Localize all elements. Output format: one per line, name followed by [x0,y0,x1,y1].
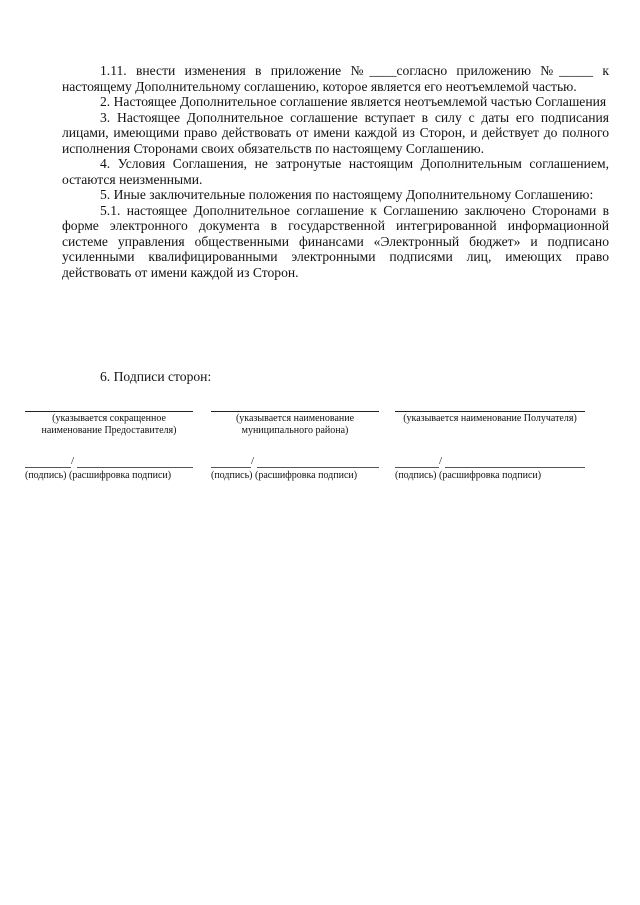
paragraph-2: 2. Настоящее Дополнительное соглашение является неотъемлемой частью Соглашения [100,94,607,109]
signature-decoding-line [257,467,379,468]
party-caption-recipient: (указывается наименование Получателя) [403,413,577,424]
document-body [62,63,609,280]
party-name-line [211,411,379,412]
paragraph-3: 3. Настоящее Дополнительное соглашение вступает в силу с даты его подписания лицами, имеющими право действовать от имени каждой из Сторон, и действует до полного исполнения Сторонами своих обязательств по настоящему Соглашению. [62,109,609,156]
signature-slash: / [439,455,443,467]
party-name-line [25,411,193,412]
paragraph-5: 5. Иные заключительные положения по настоящему Дополнительному Соглашению: [100,187,594,202]
signature-line [25,467,71,468]
party-caption-provider: (указывается сокращенное наименование Предоставителя) [41,413,177,436]
signature-party-provider [25,411,193,437]
signatures-heading: 6. Подписи сторон: [100,369,212,384]
paragraph-1-11: 1.11. внести изменения в приложение №____согласно приложению №_____ к настоящему Дополнительному соглашению, которое является его неотъемлемой частью. [62,63,609,94]
signature-slash: / [251,455,255,467]
party-name-line [395,411,585,412]
signature-slash: / [71,455,75,467]
paragraph-4: 4. Условия Соглашения, не затронутые настоящим Дополнительным соглашением, остаются неизменными. [62,156,609,187]
signature-party-district [211,411,379,437]
signature-decoding-line [445,467,585,468]
signature-party-recipient [395,411,585,425]
paragraph-5-1: 5.1. настоящее Дополнительное соглашение к Соглашению заключено Сторонами в форме электронного документа в государственной интегрированной информационной системе управления общественными финансами «Электронный бюджет» и подписано усиленными квалифицированными электронными подписями лиц, имеющих право действовать от имени каждой из Сторон. [62,202,609,280]
signature-caption-1: (подпись) (расшифровка подписи) [25,470,172,481]
signature-decoding-line [77,467,193,468]
party-caption-district: (указывается наименование муниципального района) [235,413,355,436]
signature-line [395,467,439,468]
signature-caption-2: (подпись) (расшифровка подписи) [211,470,358,481]
signature-line [211,467,251,468]
signature-caption-3: (подпись) (расшифровка подписи) [395,470,542,481]
